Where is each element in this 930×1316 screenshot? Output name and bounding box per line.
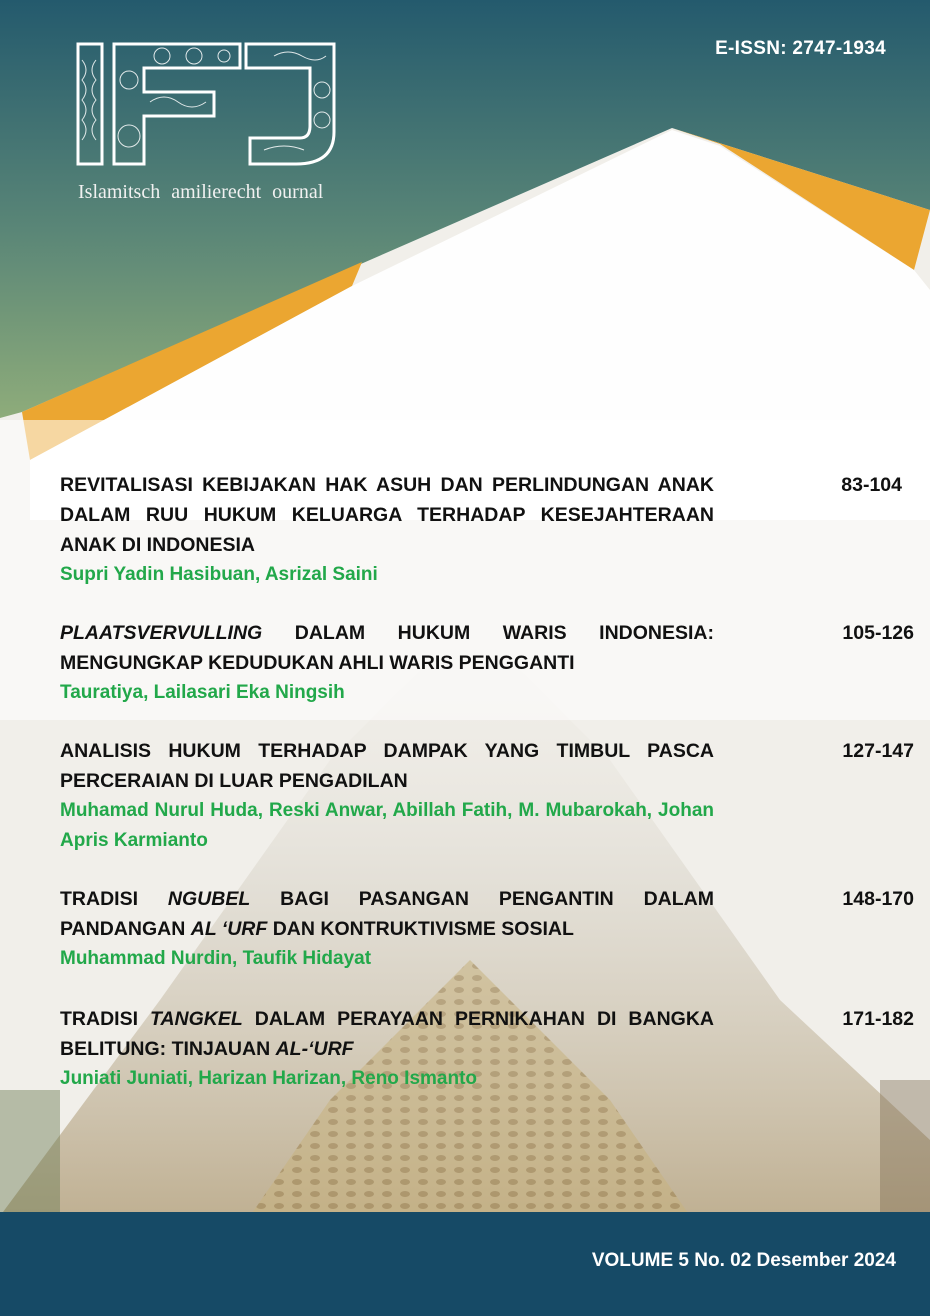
article-authors: Supri Yadin Hasibuan, Asrizal Saini xyxy=(60,564,378,585)
article-title[interactable]: TRADISI NGUBEL BAGI PASANGAN PENGANTIN DALAM PANDANGAN AL ‘URF DAN KONTRUKTIVISME SOSIAL xyxy=(60,888,714,940)
article-title[interactable]: ANALISIS HUKUM TERHADAP DAMPAK YANG TIMBUL PASCA PERCERAIAN DI LUAR PENGADILAN xyxy=(60,740,714,792)
article-pages: 171-182 xyxy=(842,1008,914,1030)
journal-logo xyxy=(74,40,340,210)
article-entry xyxy=(60,736,914,884)
article-title[interactable]: REVITALISASI KEBIJAKAN HAK ASUH DAN PERLINDUNGAN ANAK DALAM RUU HUKUM KELUARGA TERHADAP KESEJAHTERAAN ANAK DI INDONESIA xyxy=(60,474,714,556)
article-title[interactable]: PLAATSVERVULLING DALAM HUKUM WARIS INDONESIA: MENGUNGKAP KEDUDUKAN AHLI WARIS PENGGANTI xyxy=(60,622,714,674)
ifj-logo-icon xyxy=(74,40,340,170)
article-entry xyxy=(60,470,914,618)
eissn-label: E-ISSN: 2747-1934 xyxy=(715,38,886,59)
article-authors: Juniati Juniati, Harizan Harizan, Reno Ismanto xyxy=(60,1068,478,1089)
article-pages: 105-126 xyxy=(842,622,914,644)
article-pages: 127-147 xyxy=(842,740,914,762)
tree-left xyxy=(0,1090,60,1216)
article-pages: 148-170 xyxy=(842,888,914,910)
table-of-contents xyxy=(60,470,914,1104)
article-authors: Tauratiya, Lailasari Eka Ningsih xyxy=(60,682,345,703)
article-entry xyxy=(60,884,914,1004)
journal-name: Islamitsch amilierecht ournal xyxy=(78,181,324,203)
article-entry xyxy=(60,1004,914,1104)
article-pages: 83-104 xyxy=(841,474,902,496)
volume-info: VOLUME 5 No. 02 Desember 2024 xyxy=(591,1250,896,1271)
article-authors: Muhamad Nurul Huda, Reski Anwar, Abillah Fatih, M. Mubarokah, Johan Apris Karmianto xyxy=(60,800,714,851)
article-authors: Muhammad Nurdin, Taufik Hidayat xyxy=(60,948,372,969)
article-title[interactable]: TRADISI TANGKEL DALAM PERAYAAN PERNIKAHAN DI BANGKA BELITUNG: TINJAUAN AL-‘URF xyxy=(60,1008,714,1060)
article-entry xyxy=(60,618,914,736)
